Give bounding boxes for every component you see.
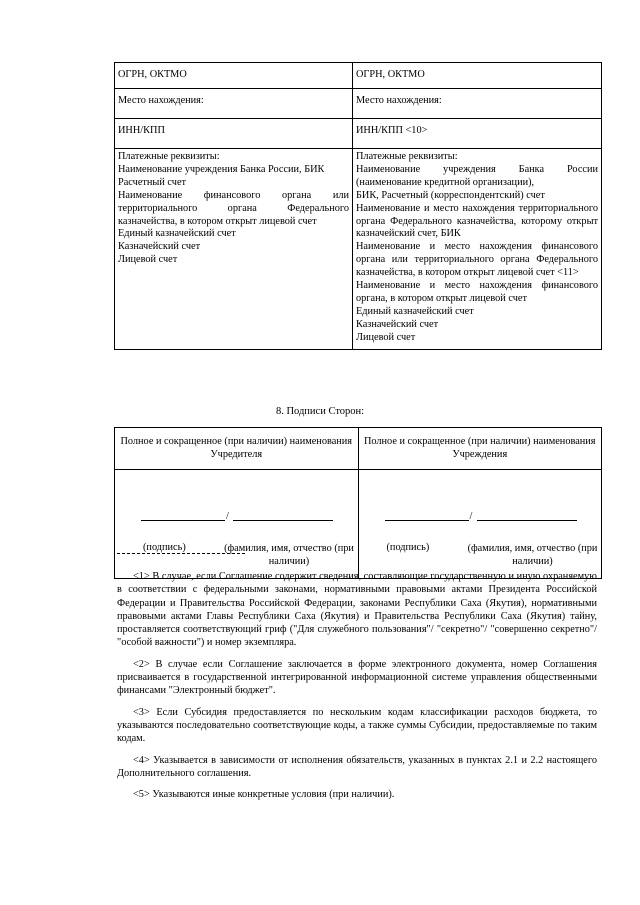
founder-ogrn: ОГРН, ОКТМО: [115, 63, 353, 89]
bank-line: Лицевой счет: [356, 331, 416, 343]
founder-bank-details: [115, 149, 353, 350]
founder-inn-kpp: ИНН/КПП: [115, 119, 353, 149]
name-label: (фамилия, имя, отчество (при наличии): [224, 543, 354, 567]
footnote-5: <5> Указываются иные конкретные условия (при наличии).: [133, 789, 395, 801]
slash: /: [469, 511, 473, 522]
bank-line: Наименование финансового органа или территориального органа Федерального казначейства, в котором открыт лицевой счет: [118, 189, 349, 227]
signature-line: [385, 520, 469, 521]
name-line: [233, 520, 333, 521]
footnotes: [117, 570, 597, 809]
footnote-4: <4> Указывается в зависимости от исполнения обязательств, указанных в пунктах 2.1 и 2.2 настоящего Дополнительного соглашения.: [117, 754, 597, 779]
institution-name-header: Полное и сокращенное (при наличии) наименования Учреждения: [358, 428, 602, 470]
institution-bank-details: [353, 149, 602, 350]
bank-line: Расчетный счет: [118, 176, 187, 188]
bank-line: Наименование учреждения Банка России (наименование кредитной организации),: [356, 163, 598, 188]
bank-line: Единый казначейский счет: [118, 228, 236, 240]
bank-line: Наименование и место нахождения территориального органа Федерального казначейства, которому открыт казначейский счет, БИК: [356, 202, 598, 240]
signatures-table: [114, 427, 602, 579]
footnote-2: <2> В случае если Соглашение заключается в форме электронного документа, номер Соглашения присваивается в государственной интегрированной информационной системе управления общественными финансами "Электронный бюджет".: [117, 658, 597, 697]
founder-signature-block: [115, 470, 359, 579]
signature-label: (подпись): [386, 542, 430, 553]
bank-line: Платежные реквизиты:: [356, 151, 458, 162]
institution-ogrn: ОГРН, ОКТМО: [353, 63, 602, 89]
signature-line: [141, 520, 225, 521]
slash: /: [226, 511, 229, 522]
institution-signature-block: [358, 470, 602, 579]
founder-location: Место нахождения:: [115, 89, 353, 119]
bank-line: Казначейский счет: [356, 318, 439, 330]
bank-line: Лицевой счет: [118, 254, 178, 266]
name-line: [477, 520, 577, 521]
bank-line: Наименование и место нахождения финансового органа, в котором открыт лицевой счет: [356, 280, 598, 304]
institution-location: Место нахождения:: [353, 89, 602, 119]
signature-label: (подпись): [143, 542, 186, 553]
footnote-3: <3> Если Субсидия предоставляется по нескольким кодам классификации расходов бюджета, то указываются последовательно соответствующие коды, а также суммы Субсидии, предоставляемые по таким кодам.: [117, 706, 597, 745]
footnote-separator: [117, 553, 245, 554]
requisites-table: [114, 62, 602, 350]
footnote-1: <1> В случае, если Соглашение содержит сведения, составляющие государственную и иную охраняемую в соответствии с федеральными законами, нормативными правовыми актами Президента Российской Федерации и Правительства Российской Федерации, законами Республики Саха (Якутия), нормативными правовыми актами Главы Республики Саха (Якутия) и Правительства Республики Саха (Якутия) тайну, проставляется соответствующий гриф ("Для служебного пользования"/ "секретно"/ "совершенно секретно"/ "особой важности") и номер экземпляра.: [117, 571, 597, 649]
founder-name-header: Полное и сокращенное (при наличии) наименования Учредителя: [115, 428, 359, 470]
name-label: (фамилия, имя, отчество (при наличии): [467, 543, 598, 567]
bank-line: Платежные реквизиты:: [118, 151, 220, 162]
section-title: 8. Подписи Сторон:: [275, 406, 365, 417]
bank-line: БИК, Расчетный (корреспондентский) счет: [356, 189, 545, 201]
bank-line: Наименование и место нахождения финансового органа или территориального органа Федерального казначейства, в котором открыт лицевой счет <11>: [356, 241, 598, 279]
institution-inn-kpp: ИНН/КПП <10>: [353, 119, 602, 149]
bank-line: Наименование учреждения Банка России, БИК: [118, 163, 325, 175]
bank-line: Единый казначейский счет: [356, 305, 474, 317]
bank-line: Казначейский счет: [118, 241, 201, 253]
